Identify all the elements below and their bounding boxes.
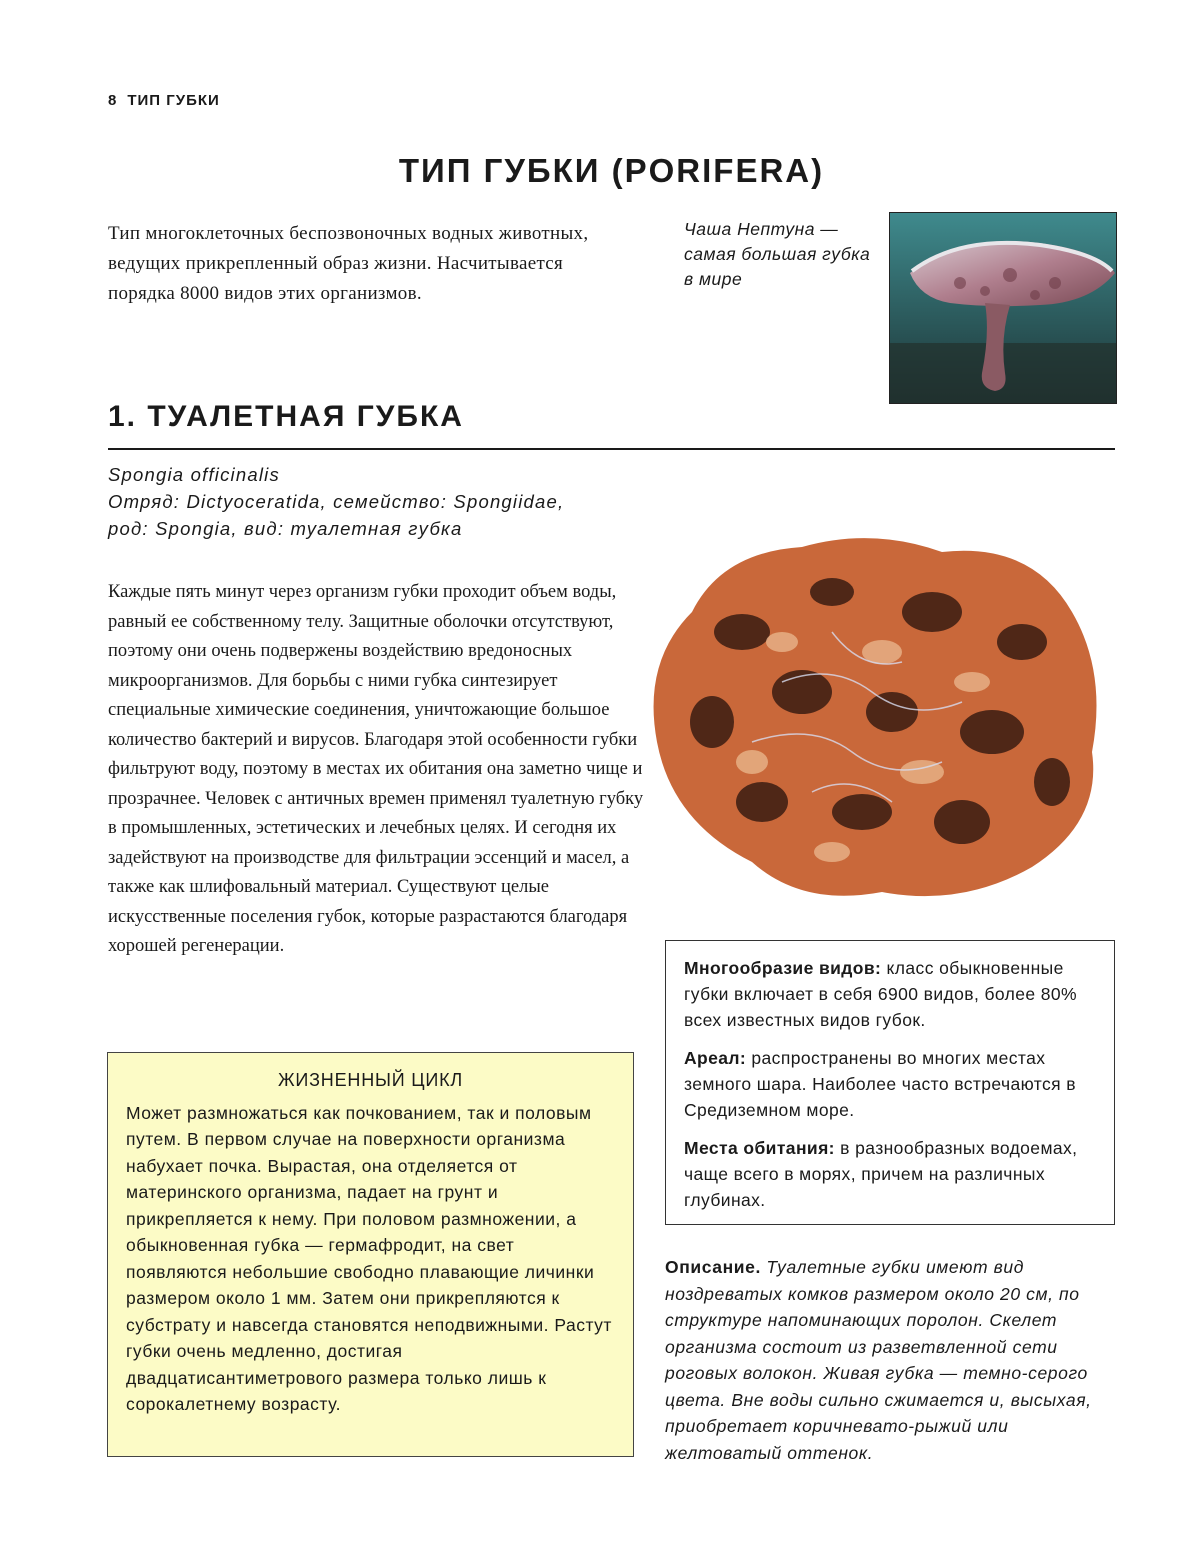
facts-box xyxy=(665,940,1115,1225)
section-title: 1. ТУАЛЕТНАЯ ГУБКА xyxy=(108,400,464,433)
body-paragraph: Каждые пять минут через организм губки проходит объем воды, равный ее собственному телу. Защитные оболочки отсутствуют, поэтому они очень подвержены воздействию вредоносных микроорганизмов. Для борьбы с ними губка синтезирует специальные химические соединения, уничтожающие большое количество бактерий и вирусов. Благодаря этой особенности губки фильтруют воду, поэтому в местах их обитания она заметно чище и прозрачнее. Человек с античных времен применял туалетную губку в промышленных, эстетических и лечебных целях. И сегодня их задействуют на производстве для фильтрации эссенций и масел, а также как шлифовальный материал. Существуют целые искусственные поселения губок, которые разрастаются благодаря хорошей регенерации. xyxy=(108,582,644,956)
lifecycle-text: Может размножаться как почкованием, так и половым путем. В первом случае на поверхности организма набухает почка. Вырастая, она отделяется от материнского организма, падает на грунт и прикрепляется к нему. При половом размножении, а обыкновенная губка — гермафродит, на свет появляются небольшие свободно плавающие личинки размером около 1 мм. Затем они прикрепляются к субстрату и навсегда становятся неподвижными. Растут губки очень медленно, достигая двадцатисантиметрового размера только лишь к сорокалетнему возрасту. xyxy=(126,1102,612,1414)
lifecycle-box xyxy=(107,1052,634,1457)
fact-diversity-text: класс обыкновенные губки включает в себя 6900 видов, более 80% всех известных видов губок. xyxy=(684,958,1078,1030)
description-label: Описание. xyxy=(665,1257,761,1277)
taxonomy-block xyxy=(108,461,564,542)
fact-habitat xyxy=(684,1135,1096,1213)
fact-habitat-label: Места обитания: xyxy=(684,1138,835,1158)
fact-range-text: распространены во многих местах земного шара. Наиболее часто встречаются в Средиземном море. xyxy=(684,1048,1076,1120)
fact-range xyxy=(684,1045,1096,1123)
fact-diversity xyxy=(684,955,1096,1033)
taxonomy-line-2: род: Spongia, вид: туалетная губка xyxy=(108,518,463,539)
section-divider xyxy=(108,448,1115,450)
fact-diversity-label: Многообразие видов: xyxy=(684,958,882,978)
latin-name: Spongia officinalis xyxy=(108,464,280,485)
intro-paragraph: Тип многоклеточных беспозвоночных водных животных, ведущих прикрепленный образ жизни. Насчитывается порядка 8000 видов этих организмов. xyxy=(108,223,589,304)
page-number: 8 xyxy=(108,92,118,109)
neptune-cup-photo xyxy=(889,212,1117,404)
photo-caption: Чаша Нептуна — самая большая губка в мире xyxy=(684,219,871,289)
description-text: Туалетные губки имеют вид ноздреватых комков размером около 20 см, по структуре напоминающих поролон. Скелет организма состоит из разветвленной сети роговых волокон. Живая губка — темно-серого цвета. Вне воды сильно сжимается и, высыхая, приобретает коричневато-рыжий или желтоватый оттенок. xyxy=(665,1257,1092,1463)
running-head xyxy=(108,92,220,109)
neptune-cup-illustration xyxy=(890,213,1116,403)
sponge-illustration xyxy=(632,522,1112,907)
page-title: ТИП ГУБКИ (PORIFERA) xyxy=(398,152,825,189)
lifecycle-title: ЖИЗНЕННЫЙ ЦИКЛ xyxy=(277,1070,464,1090)
fact-habitat-text: в разнообразных водоемах, чаще всего в морях, причем на различных глубинах. xyxy=(684,1138,1078,1210)
sponge-drawing xyxy=(632,522,1112,907)
description-paragraph xyxy=(665,1254,1115,1466)
taxonomy-line-1: Отряд: Dictyoceratida, семейство: Spongiidae, xyxy=(108,491,565,512)
running-head-title: ТИП ГУБКИ xyxy=(127,92,220,109)
fact-range-label: Ареал: xyxy=(684,1048,747,1068)
